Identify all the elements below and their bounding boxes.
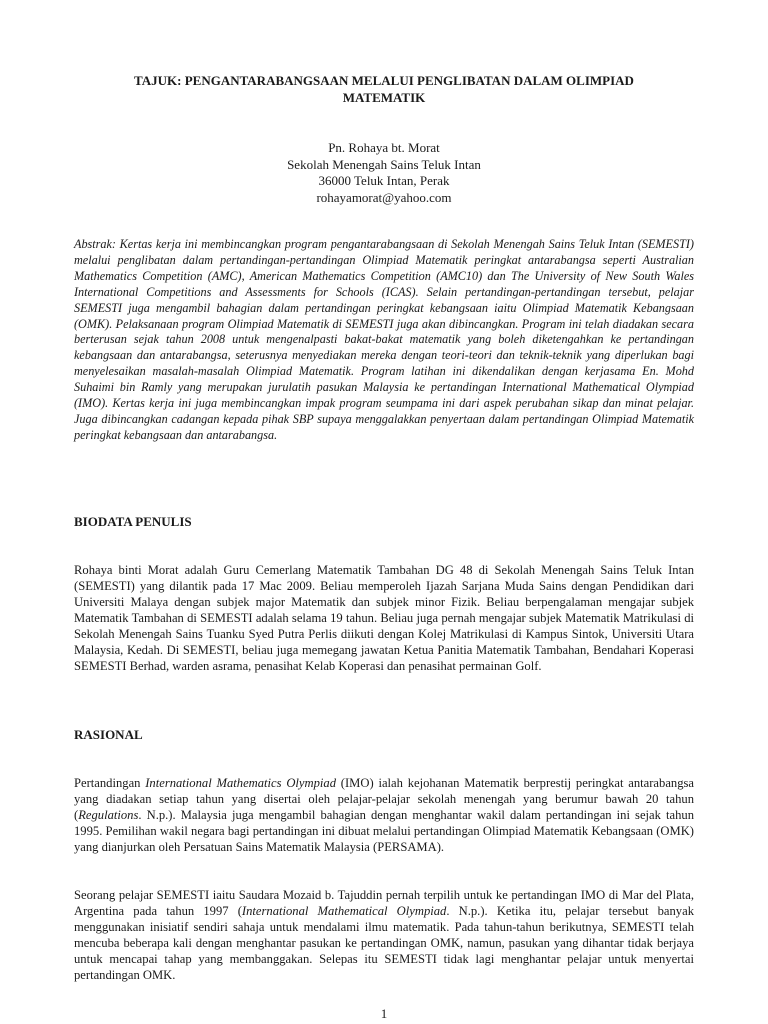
section-heading-biodata: BIODATA PENULIS — [74, 514, 192, 529]
rasional-paragraph-1 — [74, 775, 694, 855]
italic-run: International Mathematical Olympiad — [241, 904, 447, 918]
paper-title — [74, 72, 694, 106]
rasional-paragraph-2 — [74, 887, 694, 983]
title-line-2: MATEMATIK — [342, 90, 426, 105]
text-run: (IMO) ialah kejohanan Matematik berprestij peringkat antarabangsa yang diadakan setiap tahun yang disertai oleh pelajar-pelajar sekolah menengah yang berumur bawah 20 tahun ( — [74, 776, 694, 822]
author-name: Pn. Rohaya bt. Morat — [328, 140, 440, 155]
italic-run: International Mathematics Olympiad — [145, 776, 336, 790]
title-line-1: TAJUK: PENGANTARABANGSAAN MELALUI PENGLIBATAN DALAM OLIMPIAD — [134, 73, 634, 88]
page-number: 1 — [380, 1006, 388, 1021]
author-address: 36000 Teluk Intan, Perak — [318, 173, 450, 188]
section-heading-rasional: RASIONAL — [74, 727, 143, 742]
author-block — [74, 140, 694, 206]
biodata-paragraph: Rohaya binti Morat adalah Guru Cemerlang Matematik Tambahan DG 48 di Sekolah Menengah Sains Teluk Intan (SEMESTI) yang dilantik pada 17 Mac 2009. Beliau memperoleh Ijazah Sarjana Muda Sains dengan Pendidikan dari Universiti Malaya dengan subjek major Matematik dan subjek minor Fizik. Beliau berpengalaman mengajar subjek Matematik Tambahan di SEMESTI adalah selama 19 tahun. Beliau juga pernah mengajar subjek Matematik Matrikulasi di Sekolah Menengah Sains Tuanku Syed Putra Perlis diikuti dengan Kolej Matrikulasi di Kampus Sintok, Universiti Utara Malaysia, Kedah. Di SEMESTI, beliau juga memegang jawatan Ketua Panitia Matematik Tambahan, Bendahari Koperasi SEMESTI Berhad, warden asrama, penasihat Kelab Koperasi dan penasihat permainan Golf. — [74, 563, 694, 673]
text-run: Seorang pelajar SEMESTI iaitu Saudara Mozaid b. Tajuddin pernah terpilih untuk ke pertandingan IMO di Mar del Plata, Argentina pada tahun 1997 ( — [74, 888, 694, 918]
author-school: Sekolah Menengah Sains Teluk Intan — [287, 156, 481, 172]
text-run: Pertandingan — [74, 776, 146, 790]
italic-run: Regulations — [78, 808, 139, 822]
author-email: rohayamorat@yahoo.com — [316, 189, 452, 205]
abstract: Abstrak: Kertas kerja ini membincangkan program pengantarabangsaan di Sekolah Menengah Sains Teluk Intan (SEMESTI) melalui penglibatan dalam pertandingan-pertandingan Olimpiad Matematik peringkat antarabangsa seperti Australian Mathematics Competition (AMC), American Mathematics Competition (AMC10) dan The University of New South Wales International Competitions and Assessments for Schools (ICAS). Selain pertandingan-pertandingan tersebut, pelajar SEMESTI juga mengambil bahagian dalam pertandingan peringkat kebangsaan iaitu Olimpiad Matematik Kebangsaan (OMK). Pelaksanaan program Olimpiad Matematik di SEMESTI juga akan dibincangkan. Program ini telah diadakan secara berterusan sejak tahun 2008 untuk mengenalpasti bakat-bakat matematik yang boleh diketengahkan ke pertandingan kebangsaan dan antarabangsa, seterusnya menyediakan mereka dengan teori-teori dan teknik-teknik yang diperlukan bagi menyelesaikan masalah-masalah Olimpiad Matematik. Program latihan ini dikendalikan dengan kerjasama En. Mohd Suhaimi bin Ramly yang merupakan jurulatih pasukan Malaysia ke pertandingan International Mathematical Olympiad (IMO). Kertas kerja ini juga membincangkan impak program seumpama ini dari aspek perubahan sikap dan minat pelajar. Juga dibincangkan cadangan kepada pihak SBP supaya menggalakkan penyertaan dalam pertandingan Olimpiad Matematik peringkat kebangsaan dan antarabangsa. — [74, 237, 694, 442]
text-run: . N.p.). Ketika itu, pelajar tersebut banyak menggunakan inisiatif sendiri sahaja untuk mendalami ilmu matematik. Pada tahun-tahun berikutnya, SEMESTI telah mencuba beberapa kali dengan menghantar pasukan ke pertandingan OMK, namun, pasukan yang dihantar tidak berjaya untuk mencapai tahap yang membanggakan. Selepas itu SEMESTI tidak lagi menghantar pelajar untuk menyertai pertandingan OMK. — [74, 904, 694, 982]
text-run: . N.p.). Malaysia juga mengambil bahagian dengan menghantar wakil dalam pertandingan ini sejak tahun 1995. Pemilihan wakil negara bagi pertandingan ini dibuat melalui pertandingan Olimpiad Matematik Kebangsaan (OMK) yang dianjurkan oleh Persatuan Sains Matematik Malaysia (PERSAMA). — [74, 808, 694, 854]
